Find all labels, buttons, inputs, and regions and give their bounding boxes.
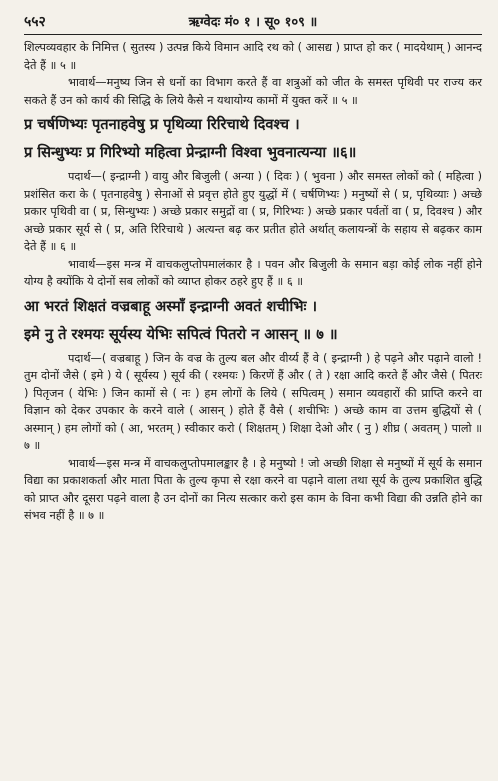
bhavartha-7: भावार्थ—इस मन्त्र में वाचकलुप्तोपमालङ्कार है । हे मनुष्यो ! जो अच्छी शिक्षा से मनुष्यों में सूर्य के समान विद्या का प्रकाशकर्ता और माता पिता के तुल्य कृपा से रक्षा करने वा पढ़ाने वाला तथा सूर्य के तुल्य प्रकाशित बुद्धि को प्राप्त और दूसरा पढ़ने वाला है उन दोनों का नित्य सत्कार करो इस काम के विना कभी विद्या की उन्नति होने का संभव नहीं है ॥ ७ ॥ — [24, 456, 482, 522]
mantra-7-line-2: इमे नु ते रश्मयः सूर्यस्य येभिः सपित्वं पितरो न आसन् ॥ ७ ॥ — [24, 325, 338, 343]
padartha-7: पदार्थ—( वज्रबाहू ) जिन के वज्र के तुल्य बल और वीर्य्य हैं वे ( इन्द्राग्नी ) हे पढ़ने और पढ़ाने वालो ! तुम दोनों जैसे ( इमे ) ये ( सूर्यस्य ) सूर्य की ( रश्मयः ) किरणें हैं और ( ते ) रक्षा आदि करते हैं और जैसे ( पितरः ) पितृजन ( येभिः ) जिन कामों से ( नः ) हम लोगों के लिये ( सपित्वम् ) समान व्यवहारों की प्राप्ति करने वा विज्ञान को देकर उपकार के करने वाले ( आसन् ) होते हैं वैसे ( शचीभिः ) अच्छे काम वा उत्तम बुद्धियों से ( अस्मान् ) हम लोगों को ( आ, भरतम् ) स्वीकार करो ( शिक्षतम् ) शिक्षा देओ और ( नु ) शीघ्र ( अवतम् ) पालो ॥ ७ ॥ — [24, 351, 482, 452]
page — [24, 10, 482, 525]
padartha-5-end: शिल्पव्यवहार के निमित्त ( सुतस्य ) उत्पन्न किये विमान आदि रथ को ( आसद्य ) प्राप्त हो कर ( मादयेथाम् ) आनन्द देते हैं ॥ ५ ॥ — [24, 41, 482, 72]
running-header — [24, 10, 482, 32]
mantra-7-line-1: आ भरतं शिक्षतं वज्रबाहू अस्माँ इन्द्राग्नी अवतं शचीभिः । — [24, 297, 318, 315]
page-number: ५५२ — [24, 14, 46, 30]
running-title: ऋग्वेदः मं० १ । सू० १०९ ॥ — [188, 15, 318, 30]
header-rule — [24, 34, 482, 35]
bhavartha-5: भावार्थ—मनुष्य जिन से धनों का विभाग करते हैं वा शत्रुओं को जीत के समस्त पृथिवी पर राज्य कर सकते हैं उन को कार्य की सिद्धि के लिये कैसे न यथायोग्य कामों में युक्त करें ॥ ५ ॥ — [24, 76, 482, 107]
mantra-6-line-1: प्र चर्षणिभ्यः पृतनाहवेषु प्र पृथिव्या रिरिचाथे दिवश्च । — [24, 116, 300, 133]
bhavartha-6: भावार्थ—इस मन्त्र में वाचकलुप्तोपमालंकार है । पवन और बिजुली के समान बड़ा कोई लोक नहीं होने योग्य है क्योंकि ये दोनों सब लोकों को व्याप्त होकर ठहरे हुए हैं ॥ ६ ॥ — [24, 257, 482, 288]
padartha-6: पदार्थ—( इन्द्राग्नी ) वायु और बिजुली ( अन्या ) ( दिवः ) ( भुवना ) और समस्त लोकों को ( महित्वा ) प्रशंसित करा के ( पृतनाहवेषु ) सेनाओं से प्रवृत्त होते हुए युद्धों में ( चर्षणिभ्यः ) मनुष्यों से ( प्र, पृथिव्याः ) अच्छे प्रकार पृथिवी वा ( प्र, सिन्धुभ्यः ) अच्छे प्रकार समुद्रों वा ( प्र, गिरिभ्यः ) अच्छे प्रकार पर्वतों वा ( प्र, दिवश्च ) और अच्छे प्रकार सूर्य से ( प्र, अति रिरिचाथे ) अत्यन्त बढ़ कर प्रतीत होते अर्थात् कलायन्त्रों के सहाय से बढ़कर काम देते हैं ॥ ६ ॥ — [24, 170, 482, 253]
mantra-6-line-2: प्र सिन्धुभ्यः प्र गिरिभ्यो महित्वा प्रेन्द्राग्नी विश्वा भुवनात्यन्या ॥६॥ — [24, 144, 357, 161]
